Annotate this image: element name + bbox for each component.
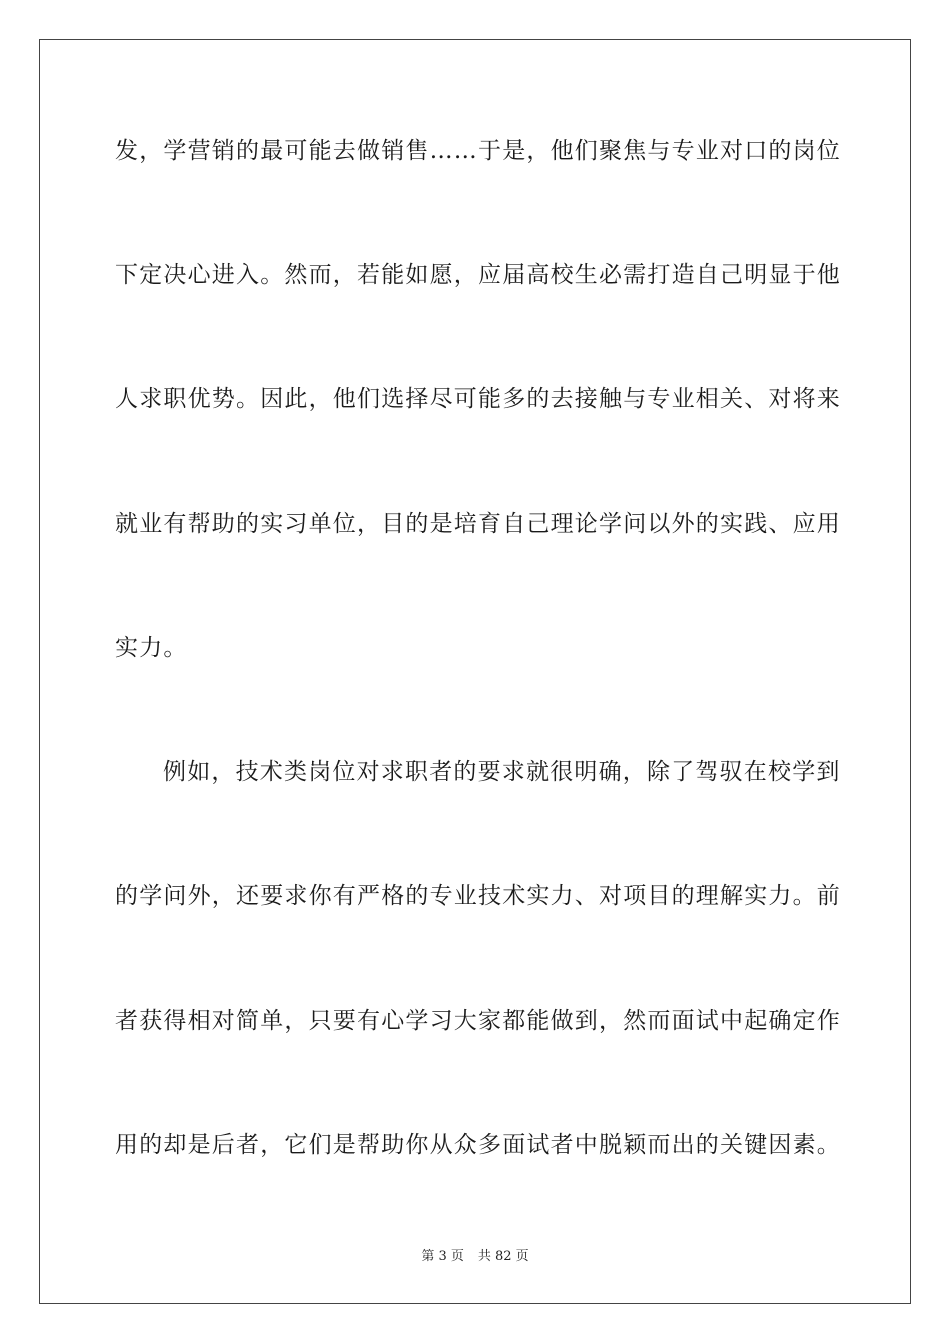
paragraph-first-line: 例如，技术类岗位对求职者的要求就很明确，除了驾驭在校学到 xyxy=(163,759,841,785)
page-border xyxy=(39,39,911,1304)
body-text-line: 发，学营销的最可能去做销售……于是，他们聚焦与专业对口的岗位 xyxy=(115,138,841,164)
total-pages: 共 82 页 xyxy=(477,1249,529,1264)
body-text-line: 下定决心进入。然而，若能如愿，应届高校生必需打造自己明显于他 xyxy=(115,262,841,288)
body-text-line: 就业有帮助的实习单位，目的是培育自己理论学问以外的实践、应用 xyxy=(115,511,841,537)
body-text-line: 人求职优势。因此，他们选择尽可能多的去接触与专业相关、对将来 xyxy=(115,386,841,412)
body-text-line: 的学问外，还要求你有严格的专业技术实力、对项目的理解实力。前 xyxy=(115,883,841,909)
page-number: 第 3 页 xyxy=(421,1249,464,1264)
body-text-line: 实力。 xyxy=(115,635,188,661)
page-footer xyxy=(0,1248,950,1266)
body-text-line: 用的却是后者，它们是帮助你从众多面试者中脱颖而出的关键因素。 xyxy=(115,1132,841,1158)
body-text-line: 者获得相对简单，只要有心学习大家都能做到，然而面试中起确定作 xyxy=(115,1008,841,1034)
